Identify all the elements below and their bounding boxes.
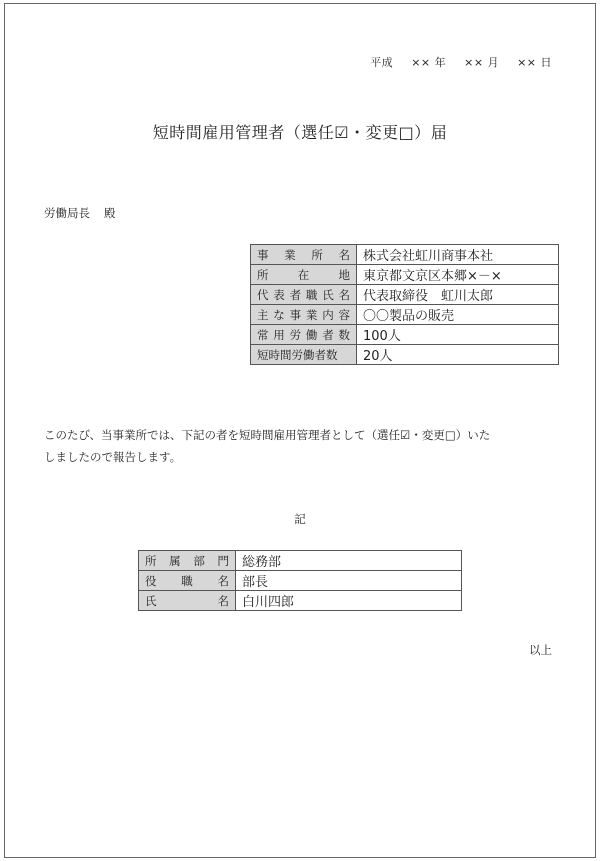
table-row (139, 591, 462, 611)
date-year-unit: 年 (434, 56, 447, 69)
date-month-unit: 月 (487, 56, 500, 69)
label-location: 所 在 地 (257, 267, 350, 282)
value-business-name: 株式会社虹川商事本社 (357, 245, 559, 265)
table-row (251, 345, 559, 365)
business-info-table (250, 244, 559, 365)
label-regular-workers: 常 用 労 働 者 数 (257, 327, 350, 342)
value-regular-workers: 100人 (357, 325, 559, 345)
body-text (44, 424, 564, 468)
label-position: 役 職 名 (145, 573, 229, 588)
value-name: 白川四郎 (236, 591, 462, 611)
addressee-office: 労働局長 (44, 206, 90, 220)
label-name: 氏 名 (145, 593, 229, 608)
label-department: 所 属 部 門 (145, 553, 229, 568)
label-business-name: 事 業 所 名 (257, 247, 350, 262)
value-parttime-workers: 20人 (357, 345, 559, 365)
body-line-2: しましたので報告します。 (44, 450, 182, 464)
date-day: ×× (517, 56, 537, 69)
table-row (251, 285, 559, 305)
label-parttime-workers: 短時間労働者数 (257, 347, 338, 362)
table-row (251, 325, 559, 345)
table-row (139, 551, 462, 571)
date-year: ×× (411, 56, 431, 69)
ki-heading: 記 (294, 512, 306, 526)
submission-date (370, 54, 552, 70)
document-title: 短時間雇用管理者（選任☑・変更□）届 (152, 123, 448, 142)
value-department: 総務部 (236, 551, 462, 571)
date-month: ×× (464, 56, 484, 69)
table-row (139, 571, 462, 591)
date-era: 平成 (370, 56, 394, 69)
addressee (44, 205, 116, 221)
value-location: 東京都文京区本郷×－× (357, 265, 559, 285)
table-row (251, 305, 559, 325)
manager-info-table (138, 550, 462, 611)
closing-mark: 以上 (529, 643, 552, 657)
value-position: 部長 (236, 571, 462, 591)
value-main-business: 〇〇製品の販売 (357, 305, 559, 325)
label-representative: 代 表 者 職 氏 名 (257, 287, 350, 302)
table-row (251, 265, 559, 285)
body-line-1: このたび、当事業所では、下記の者を短時間雇用管理者として（選任☑・変更□）いた (44, 428, 491, 442)
date-day-unit: 日 (540, 56, 552, 69)
label-main-business: 主 な 事 業 内 容 (257, 307, 350, 322)
addressee-honorific: 殿 (104, 206, 116, 220)
value-representative: 代表取締役 虹川太郎 (357, 285, 559, 305)
table-row (251, 245, 559, 265)
